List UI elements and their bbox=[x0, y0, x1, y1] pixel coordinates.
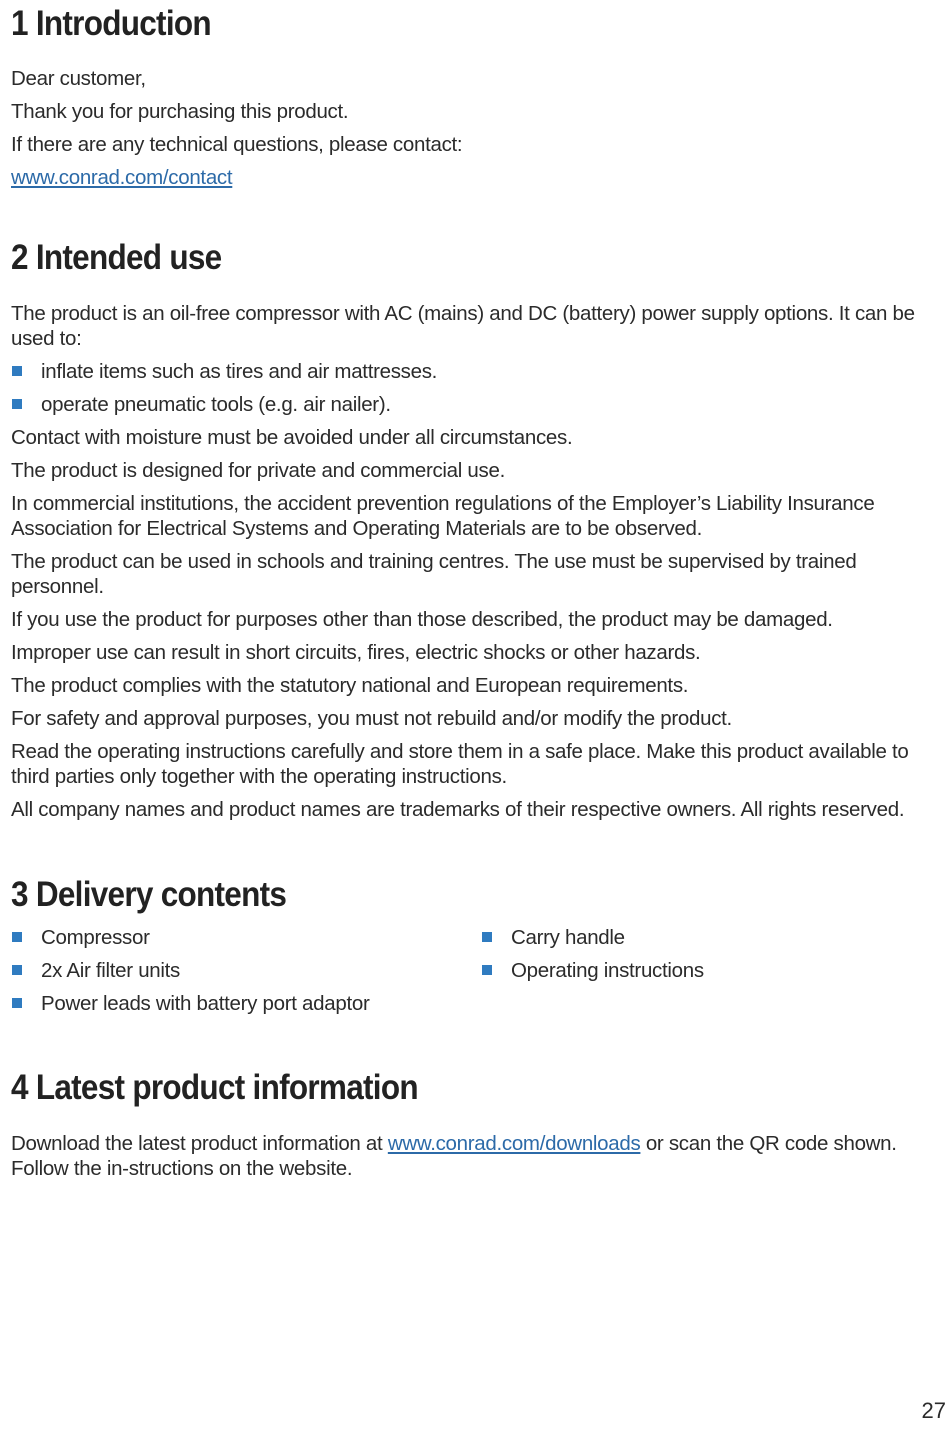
list-item bbox=[481, 958, 941, 983]
intended-use-heading: 2 Intended use bbox=[11, 238, 222, 277]
section-introduction bbox=[11, 4, 941, 190]
section-delivery-contents bbox=[11, 875, 941, 1025]
list-item bbox=[11, 991, 471, 1016]
list-item-text: inflate items such as tires and air mattresses. bbox=[41, 360, 438, 383]
list-item-text: Carry handle bbox=[511, 926, 625, 949]
section-latest-product-information bbox=[11, 1068, 941, 1181]
bullet-square-icon bbox=[12, 998, 22, 1008]
paragraph: Improper use can result in short circuits, fires, electric shocks or other hazards. bbox=[11, 641, 701, 664]
contact-link[interactable]: www.conrad.com/contact bbox=[11, 166, 233, 189]
list-item bbox=[11, 958, 471, 983]
delivery-contents-columns bbox=[11, 925, 941, 1025]
latest-info-text-after: or scan the QR code shown. Follow the in-structions on the website. bbox=[11, 1132, 897, 1180]
bullet-square-icon bbox=[12, 366, 22, 376]
intended-use-intro: The product is an oil-free compressor with AC (mains) and DC (battery) power supply options. It can be used to: bbox=[11, 302, 915, 350]
bullet-square-icon bbox=[12, 932, 22, 942]
introduction-heading: 1 Introduction bbox=[11, 4, 211, 43]
delivery-left-list bbox=[11, 925, 471, 1016]
delivery-left-column bbox=[11, 925, 471, 1016]
list-item bbox=[11, 392, 941, 417]
bullet-square-icon bbox=[482, 932, 492, 942]
bullet-square-icon bbox=[12, 399, 22, 409]
list-item-text: 2x Air filter units bbox=[41, 959, 180, 982]
paragraph: For safety and approval purposes, you must not rebuild and/or modify the product. bbox=[11, 707, 732, 730]
paragraph: If you use the product for purposes other than those described, the product may be damaged. bbox=[11, 608, 833, 631]
paragraph: The product complies with the statutory national and European requirements. bbox=[11, 674, 689, 697]
thanks-text: Thank you for purchasing this product. bbox=[11, 100, 349, 123]
delivery-right-column bbox=[481, 925, 941, 983]
downloads-link[interactable]: www.conrad.com/downloads bbox=[387, 1132, 641, 1155]
page-number: 27 bbox=[921, 1398, 946, 1423]
latest-info-heading: 4 Latest product information bbox=[11, 1068, 418, 1107]
list-item bbox=[11, 359, 941, 384]
list-item-text: Operating instructions bbox=[511, 959, 704, 982]
bullet-square-icon bbox=[482, 965, 492, 975]
document-page bbox=[11, 0, 941, 1181]
list-item bbox=[11, 925, 471, 950]
list-item-text: Power leads with battery port adaptor bbox=[41, 992, 370, 1015]
intended-use-bullet-list bbox=[11, 359, 941, 417]
delivery-right-list bbox=[481, 925, 941, 983]
paragraph: Contact with moisture must be avoided under all circumstances. bbox=[11, 426, 573, 449]
latest-info-paragraph bbox=[11, 1131, 941, 1181]
bullet-square-icon bbox=[12, 965, 22, 975]
section-intended-use bbox=[11, 238, 941, 822]
paragraph: The product is designed for private and commercial use. bbox=[11, 459, 505, 482]
paragraph: The product can be used in schools and training centres. The use must be supervised by trained personnel. bbox=[11, 550, 857, 598]
delivery-contents-heading: 3 Delivery contents bbox=[11, 875, 287, 914]
paragraph: All company names and product names are trademarks of their respective owners. All rights reserved. bbox=[11, 798, 905, 821]
list-item-text: operate pneumatic tools (e.g. air nailer). bbox=[41, 393, 391, 416]
list-item bbox=[481, 925, 941, 950]
greeting-text: Dear customer, bbox=[11, 67, 146, 90]
contact-link-line bbox=[11, 165, 941, 190]
paragraph: Read the operating instructions carefully and store them in a safe place. Make this product available to third parties only together with the operating instructions. bbox=[11, 740, 909, 788]
list-item-text: Compressor bbox=[41, 926, 150, 949]
latest-info-text-before: Download the latest product information at bbox=[11, 1132, 388, 1155]
questions-text: If there are any technical questions, please contact: bbox=[11, 133, 463, 156]
paragraph: In commercial institutions, the accident prevention regulations of the Employer’s Liability Insurance Association for Electrical Systems and Operating Materials are to be observed. bbox=[11, 492, 875, 540]
